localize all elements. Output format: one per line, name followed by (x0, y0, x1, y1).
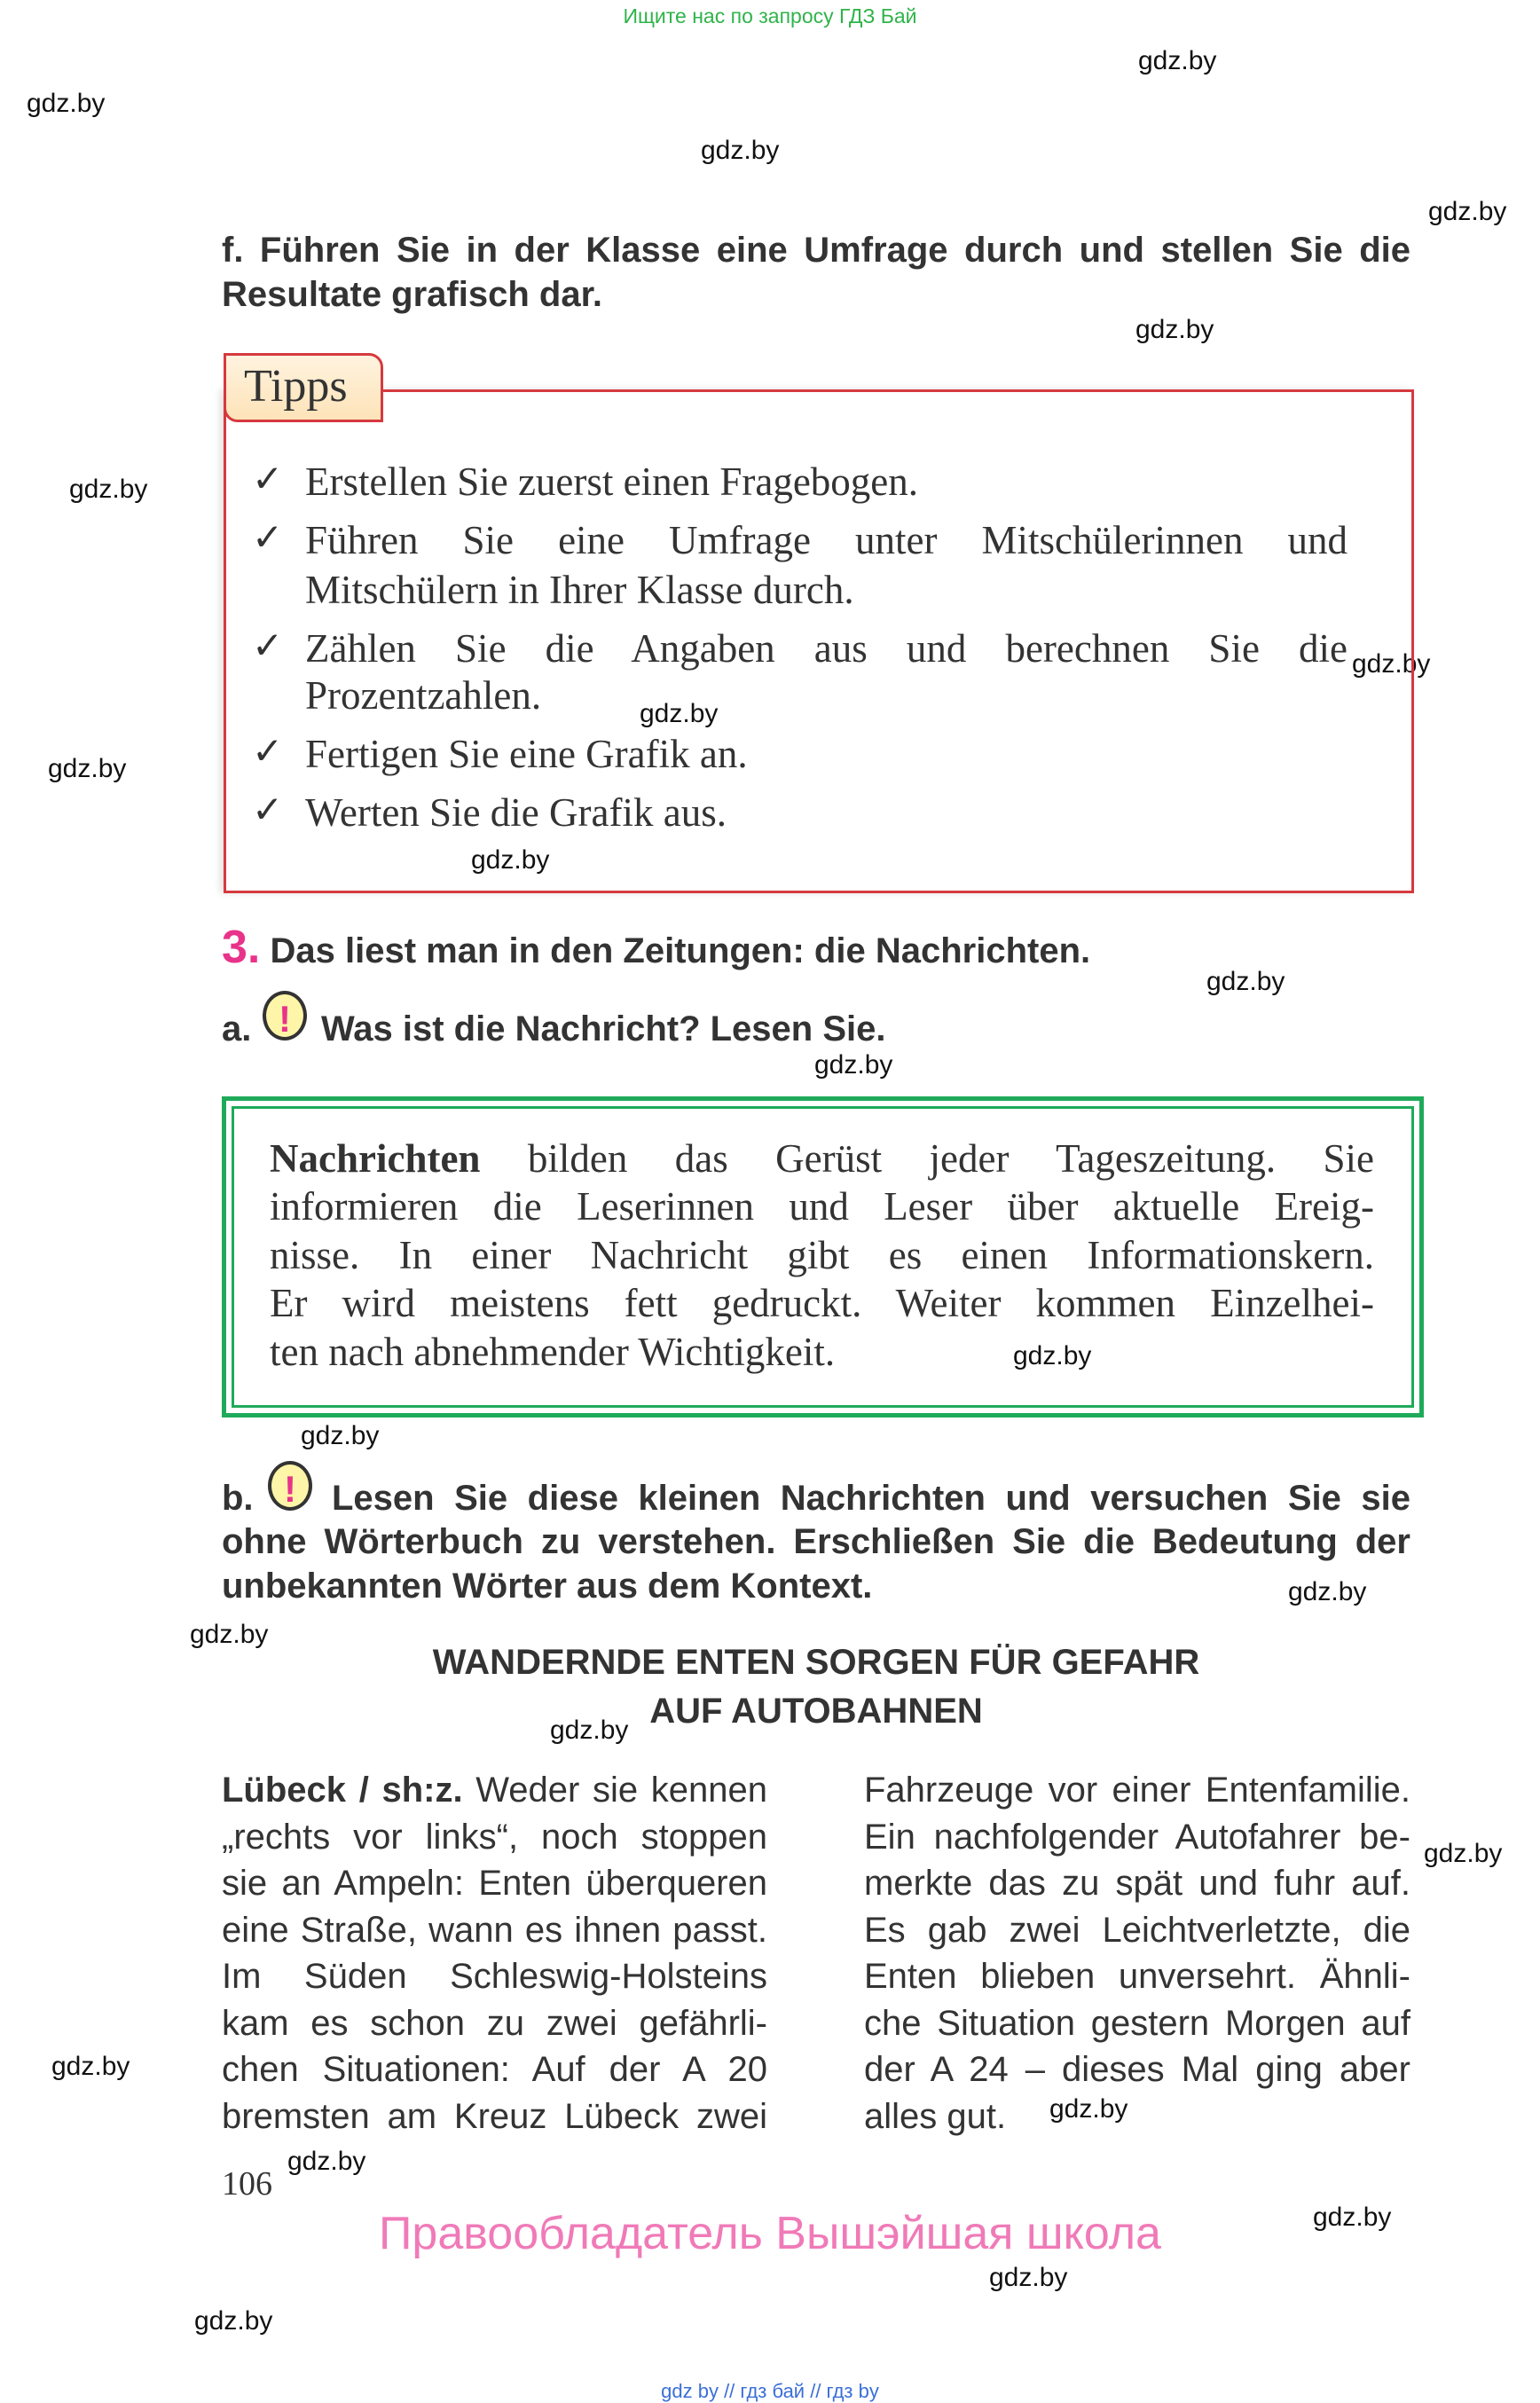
article-right-line: merkte das zu spät und fuhr auf. (864, 1864, 1410, 1903)
article-left-line: eine Straße, wann es ihnen passt. (222, 1910, 767, 1950)
task-f-line-2: Resultate grafisch dar. (222, 275, 603, 314)
article-right-line: che Situation gestern Morgen auf (864, 2003, 1410, 2043)
watermark-text: gdz.by (989, 2263, 1068, 2292)
article-right-line: Fahrzeuge vor einer Entenfamilie. (864, 1771, 1410, 1810)
watermark-text: gdz.by (1352, 649, 1431, 679)
check-icon: ✓ (252, 457, 284, 500)
tipp-item: Führen Sie eine Umfrage unter Mitschülerinnen und (305, 518, 1348, 562)
exclamation-icon: ! (263, 991, 307, 1041)
info-line: Er wird meistens fett gedruckt. Weiter kommen Einzelhei- (270, 1281, 1374, 1325)
watermark-text: gdz.by (48, 754, 127, 783)
info-line: nisse. In einer Nachricht gibt es einen Informationskern. (270, 1233, 1374, 1277)
watermark-text: gdz.by (471, 845, 550, 875)
tipp-item: Fertigen Sie eine Grafik an. (305, 732, 748, 776)
task-b-label: b. (222, 1479, 254, 1518)
watermark-text: gdz.by (1313, 2203, 1392, 2232)
exercise-title: Das liest man in den Zeitungen: die Nachrichten. (270, 931, 1091, 970)
tipps-title: Tipps (224, 353, 383, 422)
article-right-line: der A 24 – dieses Mal ging aber (864, 2050, 1410, 2089)
search-hint: Ищите нас по запросу ГДЗ Бай (623, 4, 917, 27)
watermark-text: gdz.by (1049, 2094, 1128, 2124)
article-left-line: bremsten am Kreuz Lübeck zwei (222, 2096, 767, 2136)
watermark-text: gdz.by (69, 475, 148, 504)
watermark-text: gdz.by (287, 2147, 366, 2176)
watermark-text: gdz.by (27, 89, 106, 118)
exclamation-icon: ! (268, 1461, 312, 1511)
article-dateline: Lübeck / sh:z. (222, 1771, 463, 1810)
article-left-line: Lübeck / sh:z. Weder sie kennen (222, 1771, 767, 1810)
article-headline-2: AUF AUTOBAHNEN (649, 1692, 983, 1731)
watermark-text: gdz.by (301, 1421, 380, 1450)
article-headline-1: WANDERNDE ENTEN SORGEN FÜR GEFAHR (432, 1643, 1200, 1682)
task-a-label: a. (222, 1009, 252, 1048)
task-b-line: Lesen Sie diese kleinen Nachrichten und versuchen Sie sie (332, 1479, 1410, 1518)
watermark-text: gdz.by (190, 1620, 269, 1649)
article-right-line: Enten blieben unversehrt. Ähnli- (864, 1957, 1410, 1996)
footer-links[interactable]: gdz by // гдз бай // гдз by (661, 2380, 879, 2402)
check-icon: ✓ (252, 515, 284, 559)
watermark-text: gdz.by (550, 1716, 629, 1745)
watermark-text: gdz.by (1288, 1577, 1367, 1606)
watermark-text: gdz.by (1428, 197, 1507, 226)
task-b-line: unbekannten Wörter aus dem Kontext. (222, 1567, 873, 1606)
check-icon: ✓ (252, 729, 284, 773)
check-icon: ✓ (252, 624, 284, 667)
tipp-item: Mitschülern in Ihrer Klasse durch. (305, 568, 854, 612)
info-line: ten nach abnehmender Wichtigkeit. (270, 1330, 836, 1374)
article-left-line: kam es schon zu zwei gefährli- (222, 2003, 767, 2043)
article-left-line: Im Süden Schleswig-Holsteins (222, 1957, 767, 1996)
page-number: 106 (222, 2165, 272, 2203)
watermark-text: gdz.by (194, 2306, 273, 2336)
watermark-text: gdz.by (1424, 1839, 1503, 1868)
tipp-item: Werten Sie die Grafik aus. (305, 790, 727, 835)
article-right-line: Es gab zwei Leichtverletzte, die (864, 1910, 1410, 1950)
watermark-text: gdz.by (1206, 967, 1285, 996)
watermark-text: gdz.by (51, 2052, 130, 2081)
watermark-text: gdz.by (1013, 1341, 1092, 1370)
exercise-3-heading (222, 922, 1091, 973)
article-right-line: Ein nachfolgender Autofahrer be- (864, 1817, 1410, 1857)
check-icon: ✓ (252, 788, 284, 831)
exercise-number: 3. (222, 922, 261, 973)
watermark-text: gdz.by (814, 1050, 893, 1080)
task-f-line-1: f. Führen Sie in der Klasse eine Umfrage durch und stellen Sie die (222, 231, 1410, 270)
watermark-text: gdz.by (640, 699, 719, 728)
info-line: informieren die Leserinnen und Leser über aktuelle Ereig- (270, 1184, 1374, 1229)
tipp-item: Erstellen Sie zuerst einen Fragebogen. (305, 459, 919, 504)
info-line: Nachrichten bilden das Gerüst jeder Tageszeitung. Sie (270, 1136, 1374, 1181)
article-right-line: alles gut. (864, 2096, 1007, 2136)
article-left-line: sie an Ampeln: Enten überqueren (222, 1864, 767, 1903)
rights-holder: Правообладатель Вышэйшая школа (379, 2208, 1161, 2259)
watermark-text: gdz.by (701, 136, 780, 165)
article-left-line: chen Situationen: Auf der A 20 (222, 2050, 767, 2089)
task-b-line: ohne Wörterbuch zu verstehen. Erschließen Sie die Bedeutung der (222, 1522, 1410, 1561)
article-left-line: „rechts vor links“, noch stoppen (222, 1817, 767, 1857)
info-bold-term: Nachrichten (270, 1136, 481, 1181)
tipp-item: Prozentzahlen. (305, 673, 542, 718)
task-a-text: Was ist die Nachricht? Lesen Sie. (321, 1009, 886, 1048)
watermark-text: gdz.by (1138, 46, 1217, 75)
watermark-text: gdz.by (1135, 315, 1214, 344)
tipp-item: Zählen Sie die Angaben aus und berechnen Sie die (305, 626, 1348, 671)
